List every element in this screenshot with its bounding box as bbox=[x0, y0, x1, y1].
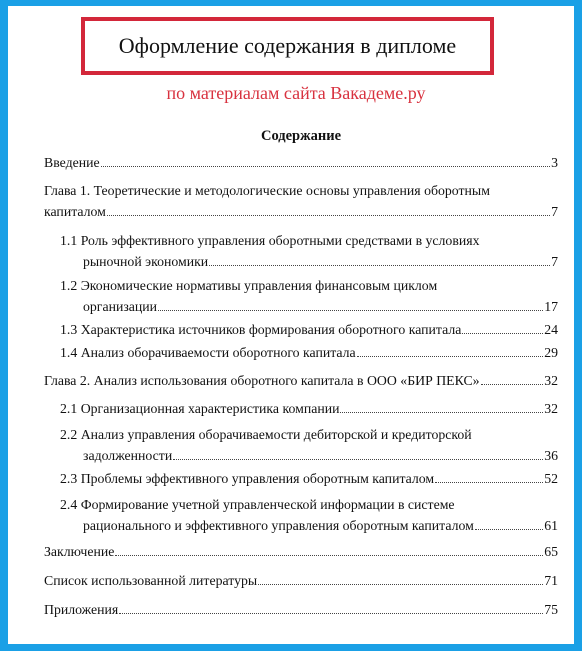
toc-entry-text: Глава 2. Анализ использования оборотного капитала в ООО «БИР ПЕКС» bbox=[44, 373, 480, 388]
leader-dots bbox=[340, 412, 543, 413]
leader-dots bbox=[173, 459, 543, 460]
toc-page-number: 7 bbox=[551, 254, 558, 269]
toc-entry-references[interactable] bbox=[44, 572, 558, 590]
toc-page-number: 65 bbox=[544, 544, 558, 559]
toc-entry-section-2-1[interactable] bbox=[60, 400, 558, 418]
toc-entry-chapter-2[interactable] bbox=[44, 372, 558, 390]
toc-entry-section-2-2[interactable] bbox=[60, 426, 558, 465]
source-subtitle: по материалам сайта Вакадеме.ру bbox=[166, 83, 426, 103]
leader-dots bbox=[119, 613, 543, 614]
toc-entry-text: Заключение bbox=[44, 544, 115, 559]
toc-entry-text-cont: рационального и эффективного управления оборотным капиталом bbox=[83, 518, 474, 533]
leader-dots bbox=[258, 584, 543, 585]
leader-dots bbox=[475, 529, 543, 530]
toc-entry-text-cont: организации bbox=[83, 299, 158, 314]
toc-entry-text: Введение bbox=[44, 155, 100, 170]
leader-dots bbox=[107, 215, 550, 216]
toc-heading: Содержание bbox=[260, 128, 342, 144]
page-title: Оформление содержания в дипломе bbox=[118, 33, 457, 58]
toc-entry-text: 1.3 Характеристика источников формирования оборотного капитала bbox=[60, 322, 462, 337]
toc-entry-text: 2.2 Анализ управления оборачиваемости дебиторской и кредиторской bbox=[60, 427, 472, 442]
toc-page-number: 32 bbox=[544, 373, 558, 388]
toc-entry-text-cont: капиталом bbox=[44, 204, 106, 219]
leader-dots bbox=[158, 310, 543, 311]
toc-entry-section-1-2[interactable] bbox=[60, 277, 558, 316]
toc-entry-text: 1.4 Анализ оборачиваемости оборотного капитала bbox=[60, 345, 356, 360]
toc-entry-section-2-3[interactable] bbox=[60, 470, 558, 488]
toc-entry-text: 2.4 Формирование учетной управленческой информации в системе bbox=[60, 497, 455, 512]
toc-entry-text-cont: рыночной экономики bbox=[83, 254, 209, 269]
leader-dots bbox=[115, 555, 543, 556]
toc-entry-conclusion[interactable] bbox=[44, 543, 558, 561]
toc-page-number: 7 bbox=[551, 204, 558, 219]
toc-entry-section-2-4[interactable] bbox=[60, 496, 558, 535]
toc-entry-section-1-1[interactable] bbox=[60, 232, 558, 271]
document-page bbox=[8, 6, 574, 644]
toc-entry-text: 1.2 Экономические нормативы управления финансовым циклом bbox=[60, 278, 438, 293]
toc-page-number: 71 bbox=[544, 573, 558, 588]
toc-page-number: 24 bbox=[544, 322, 558, 337]
toc-entry-text: 2.3 Проблемы эффективного управления оборотным капиталом bbox=[60, 471, 435, 486]
toc-entry-intro[interactable] bbox=[44, 154, 558, 172]
toc-entry-text: 2.1 Организационная характеристика компании bbox=[60, 401, 340, 416]
leader-dots bbox=[481, 384, 544, 385]
toc-page-number: 3 bbox=[551, 155, 558, 170]
toc-page-number: 75 bbox=[544, 602, 558, 617]
toc-entry-section-1-3[interactable] bbox=[60, 321, 558, 339]
toc-entry-text: Глава 1. Теоретические и методологические основы управления оборотным bbox=[44, 183, 490, 198]
toc-page-number: 17 bbox=[544, 299, 558, 314]
toc-page-number: 52 bbox=[544, 471, 558, 486]
toc-page-number: 61 bbox=[544, 518, 558, 533]
leader-dots bbox=[462, 333, 543, 334]
title-box bbox=[81, 17, 494, 75]
toc-page-number: 29 bbox=[544, 345, 558, 360]
toc-entry-text-cont: задолженности bbox=[83, 448, 173, 463]
toc-page-number: 36 bbox=[544, 448, 558, 463]
leader-dots bbox=[435, 482, 543, 483]
toc-entry-text: Приложения bbox=[44, 602, 119, 617]
leader-dots bbox=[357, 356, 544, 357]
toc-entry-appendices[interactable] bbox=[44, 601, 558, 619]
toc-entry-section-1-4[interactable] bbox=[60, 344, 558, 362]
toc-entry-text: 1.1 Роль эффективного управления оборотными средствами в условиях bbox=[60, 233, 480, 248]
leader-dots bbox=[209, 265, 550, 266]
toc-entry-text: Список использованной литературы bbox=[44, 573, 258, 588]
leader-dots bbox=[101, 166, 550, 167]
toc-page-number: 32 bbox=[544, 401, 558, 416]
toc-entry-chapter-1[interactable] bbox=[44, 182, 558, 221]
